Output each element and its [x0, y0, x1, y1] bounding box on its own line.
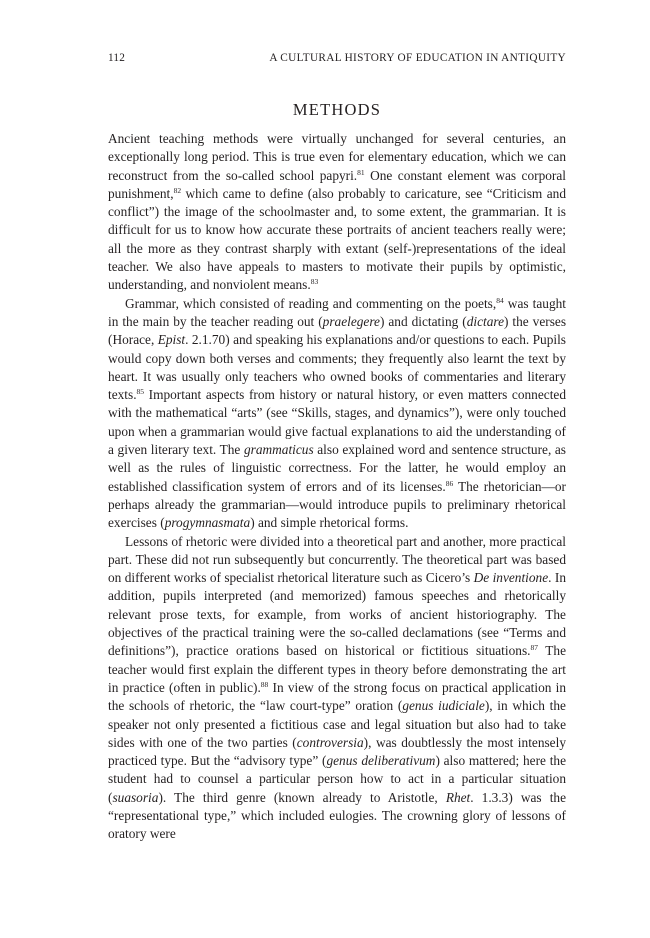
italic-term: Epist [157, 332, 186, 348]
footnote-ref: 85 [136, 387, 145, 397]
text-run: ). The third genre (known already to Aristotle, [158, 789, 446, 805]
italic-term: progymnasmata [164, 515, 251, 531]
text-run: The rhetorician—or perhaps already the grammarian—would introduce pupils to preliminary rhetorical exercises ( [108, 478, 566, 531]
text-run: was taught in the main by the teacher reading out ( [108, 295, 566, 329]
running-title: A CULTURAL HISTORY OF EDUCATION IN ANTIQUITY [269, 52, 566, 64]
italic-term: Rhet [445, 789, 471, 805]
text-run: also explained word and sentence structure, as well as the rules of linguistic correctness. For the latter, he would employ an established classification system of errors and of its licenses. [108, 442, 567, 494]
text-run: Ancient teaching methods were virtually unchanged for several centuries, an exceptionally long period. This is true even for elementary education, which we can reconstruct from the so-called school papyri. [108, 131, 566, 183]
text-run: ) also mattered; here the student had to counsel a particular person how to act in a particular situation ( [108, 753, 567, 805]
footnote-ref: 81 [357, 167, 365, 177]
italic-term: grammaticus [243, 442, 314, 458]
footnote-ref: 86 [445, 478, 454, 488]
text-run: In view of the strong focus on practical application in the schools of rhetoric, the “law court-type” oration ( [108, 679, 566, 714]
text-run: Grammar, which consisted of reading and commenting on the poets, [125, 295, 497, 311]
footnote-ref: 83 [310, 277, 319, 287]
italic-term: suasoria [112, 789, 159, 805]
text-run: . 1.3.3) was the “representational type,” which included eulogies. The crowning glory of lessons of oratory were [108, 789, 566, 842]
text-run: ) and dictating ( [379, 313, 467, 329]
footnote-ref: 87 [530, 643, 538, 653]
italic-term: De inventione [473, 570, 549, 586]
footnote-ref: 88 [260, 679, 269, 689]
text-run: . 2.1.70) and speaking his explanations and/or questions to each. Pupils would copy down both verses and comments; they frequently also learnt the text by heart. It was usually only teachers who owned books of commentaries and literary texts. [108, 332, 566, 403]
body-text [108, 130, 566, 844]
text-run: ) the verses (Horace, [108, 313, 567, 348]
text-run: One constant element was corporal punishment, [108, 167, 566, 201]
italic-term: praelegere [322, 313, 380, 329]
text-run: Important aspects from history or natural history, or even matters connected with the mathematical “arts” (see “Skills, stages, and dynamics”), were only touched upon when a grammarian would give factual explanations to aid the understanding of a given literary text. The [108, 387, 566, 458]
text-run: ), was doubtlessly the most intensely practiced type. But the “advisory type” ( [108, 734, 566, 769]
footnote-ref: 84 [496, 295, 504, 305]
paragraph [108, 533, 566, 844]
italic-term: controversia [296, 734, 364, 750]
paragraph [108, 130, 566, 295]
page-number: 112 [108, 52, 126, 64]
text-run: The teacher would first explain the different types in theory before demonstrating the art in practice (often in public). [108, 643, 566, 695]
running-head [108, 52, 566, 70]
italic-term: genus deliberativum [326, 753, 436, 769]
paragraph [108, 295, 566, 533]
book-page [108, 52, 566, 844]
text-run: . In addition, pupils interpreted (and memorized) famous speeches and rhetorically relevant prose texts, for example, from works of ancient historiography. The objectives of the practical training were the so-called declamations (see “Terms and definitions”), practice orations based on historical or fictitious situations. [108, 570, 566, 659]
text-run: ), in which the speaker not only presented a fictitious case and legal situation but also had to take sides with one of the two parties ( [108, 698, 566, 750]
footnote-ref: 82 [173, 185, 182, 195]
text-run: which came to define (also probably to caricature, see “Criticism and conflict”) the image of the schoolmaster and, to some extent, the grammarian. It is difficult for us to know how accurate these portraits of ancient teachers really were; all the more as they contrast sharply with extant (self-)representations of the ideal teacher. We also have appeals to masters to motivate their pupils by optimistic, understanding, and nonviolent means. [108, 185, 566, 293]
text-run: ) and simple rhetorical forms. [250, 515, 409, 531]
text-run: Lessons of rhetoric were divided into a theoretical part and another, more practical part. These did not run subsequently but concurrently. The theoretical part was based on different works of specialist rhetorical literature such as Cicero’s [108, 533, 566, 586]
italic-term: genus iudiciale [402, 698, 485, 714]
italic-term: dictare [466, 313, 505, 329]
section-title: METHODS [292, 100, 382, 119]
